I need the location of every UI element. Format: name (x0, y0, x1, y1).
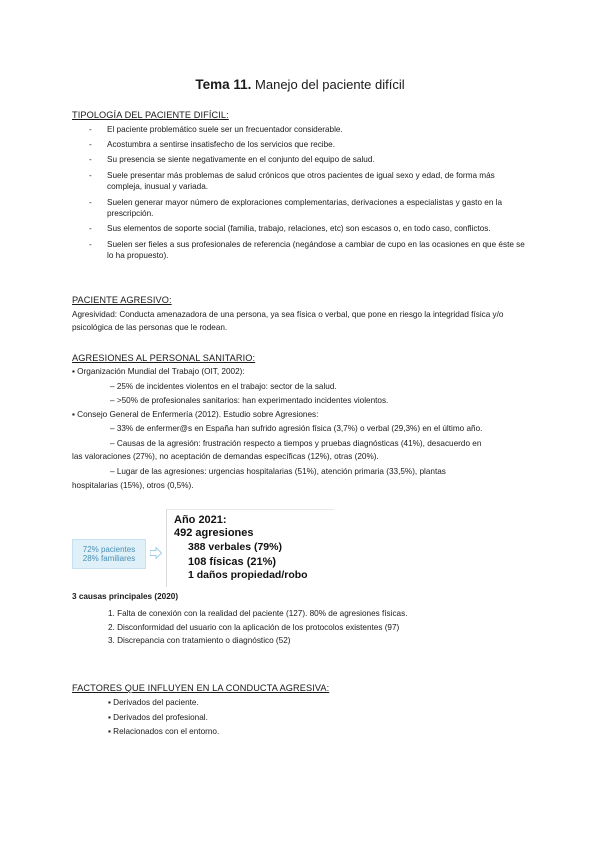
cge-line: ▪ Consejo General de Enfermería (2012). Estudio sobre Agresiones: (72, 410, 319, 419)
dash-marker: - (89, 155, 92, 165)
oit-line: ▪ Organización Mundial del Trabajo (OIT, 2002): (72, 367, 245, 376)
heading-tipologia: TIPOLOGÍA DEL PACIENTE DIFÍCIL: (72, 110, 229, 120)
dash-marker: - (89, 197, 92, 207)
figure-divider (166, 509, 167, 587)
cge-item-2-line2: las valoraciones (27%), no aceptación de demandas específicas (12%), otras (20%). (72, 452, 379, 461)
statistics-figure (72, 509, 334, 587)
list-item: - Sus elementos de soporte social (familia, trabajo, relaciones, etc) son escasos o, en todo caso, conflictos. (89, 224, 491, 234)
causas-year: 2020 (157, 592, 176, 601)
tipologia-list (72, 124, 532, 266)
list-item: - Suele presentar más problemas de salud crónicos que otros pacientes de igual sexo y edad, de forma más compleja, inusual y variada. (89, 170, 495, 192)
cge-item-1: – 33% de enfermer@s en España han sufrido agresión física (3,7%) o verbal (29,3%) en el último año. (110, 424, 483, 433)
title-number: Tema 11. (195, 77, 252, 92)
list-item: ▪ Derivados del profesional. (108, 712, 208, 722)
oit-item-2: – >50% de profesionales sanitarios: han experimentado incidentes violentos. (110, 396, 389, 405)
relatives-percentage: 28% familiares (82, 554, 136, 563)
cge-item-3-line2: hospitalarias (15%), otros (0,5%). (72, 481, 194, 490)
list-item: - Su presencia se siente negativamente en el conjunto del equipo de salud. (89, 155, 375, 165)
list-item: - El paciente problemático suele ser un frecuentador considerable. (89, 125, 343, 134)
dash-marker: - (89, 239, 92, 249)
list-item: - Suelen ser fieles a sus profesionales de referencia (negándose a cambiar de cupo en las ocasiones en que éste se lo ha propuesto). (89, 239, 525, 261)
cge-item-2-line1: – Causas de la agresión: frustración respecto a tiempos y pruebas diagnósticas (41%), desacuerdo en (110, 439, 482, 448)
heading-factores: FACTORES QUE INFLUYEN EN LA CONDUCTA AGRESIVA: (72, 683, 330, 693)
list-item: 2. Disconformidad del usuario con la aplicación de los protocolos existentes (97) (108, 622, 400, 632)
list-item: 1. Falta de conexión con la realidad del paciente (127). 80% de agresiones físicas. (108, 609, 408, 618)
figure-verbales: 388 verbales (79%) (188, 541, 282, 553)
cge-item-3-line1: – Lugar de las agresiones: urgencias hospitalarias (51%), atención primaria (33,5%), plantas (110, 467, 446, 476)
list-item: - Acostumbra a sentirse insatisfecho de los servicios que recibe. (89, 140, 335, 150)
title-text: Manejo del paciente difícil (251, 77, 405, 92)
figure-top-rule (166, 509, 334, 510)
dash-marker: - (89, 125, 92, 134)
causas-heading: 3 causas principales (2020) (72, 592, 179, 601)
page-title (0, 77, 600, 92)
list-item: - Suelen generar mayor número de exploraciones complementarias, derivaciones a especialistas y gasto en la prescripción. (89, 197, 503, 219)
factores-list (108, 696, 219, 740)
heading-agresiones: AGRESIONES AL PERSONAL SANITARIO: (72, 353, 256, 363)
heading-paciente-agresivo: PACIENTE AGRESIVO: (72, 295, 172, 305)
figure-fisicas: 108 físicas (21%) (188, 556, 277, 568)
figure-total: 492 agresiones (174, 527, 254, 539)
list-item: ▪ Relacionados con el entorno. (108, 727, 220, 736)
dash-marker: - (89, 224, 92, 234)
dash-marker: - (89, 170, 92, 180)
figure-year: Año 2021: (174, 514, 227, 526)
arrow-right-icon (150, 547, 162, 559)
patients-percentage: 72% pacientes (82, 544, 136, 554)
list-item: ▪ Derivados del paciente. (108, 698, 199, 707)
agresividad-definition: Agresividad: Conducta amenazadora de una persona, ya sea física o verbal, que pone en riesgo la integridad física y/o psicológica de las personas que le rodean. (72, 310, 504, 332)
causas-list (108, 607, 407, 648)
patients-box (72, 539, 146, 569)
oit-item-1: – 25% de incidentes violentos en el trabajo: sector de la salud. (110, 382, 337, 391)
figure-danos: 1 daños propiedad/robo (188, 569, 308, 581)
dash-marker: - (89, 140, 92, 150)
list-item: 3. Discrepancia con tratamiento o diagnóstico (52) (108, 636, 291, 645)
